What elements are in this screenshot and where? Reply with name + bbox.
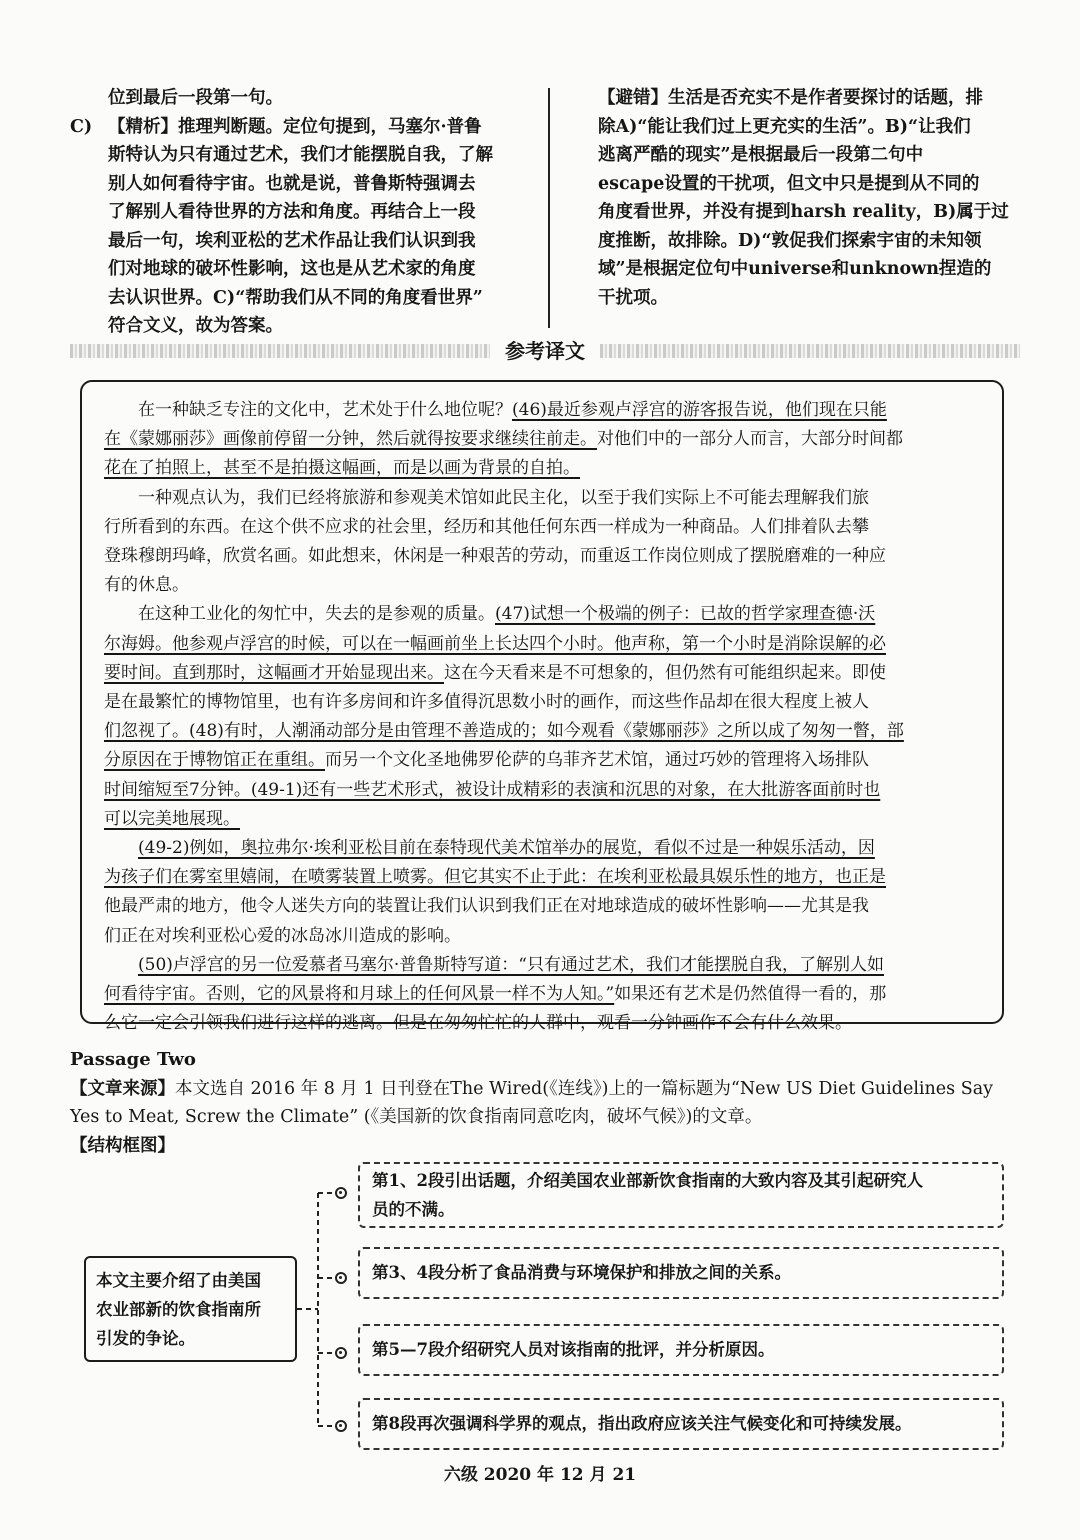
branch-bullet-icon	[335, 1272, 347, 1284]
text-line	[104, 892, 980, 921]
text-line	[104, 834, 980, 863]
passage-two-section	[70, 1046, 1030, 1160]
text-line	[104, 951, 980, 980]
section-header	[70, 336, 1020, 366]
text-line: 最后一句，埃利亚松的艺术作品让我们认识到我	[108, 230, 476, 251]
summary-box	[84, 1256, 297, 1362]
underlined-text: (50)卢浮宫的另一位爱慕者马塞尔·普鲁斯特写道：“只有通过艺术，我们才能摆脱自我，了解别人如	[138, 954, 884, 975]
source-label: 【文章来源】	[70, 1078, 175, 1099]
text-line: 度推断，故排除。D)“敦促我们探索宇宙的未知领	[598, 230, 982, 251]
passage-title: Passage Two	[70, 1049, 196, 1070]
text-line: 域”是根据定位句中universe和unknown捏造的	[598, 259, 992, 279]
text-line: 干扰项。	[598, 287, 668, 308]
column-divider	[548, 88, 550, 328]
text-line: 除A)“能让我们过上更充实的生活”。B)“让我们	[598, 116, 971, 137]
structure-label: 【结构框图】	[70, 1135, 175, 1156]
branch-line: 第1、2段引出话题，介绍美国农业部新饮食指南的大致内容及其引起研究人	[372, 1171, 923, 1190]
underlined-text: (47)试想一个极端的例子：已故的哲学家理查德·沃	[495, 604, 876, 625]
page-footer: 六级 2020 年 12 月 21	[443, 1465, 637, 1485]
text-span: 是在最繁忙的博物馆里，也有许多房间和许多值得沉思数小时的画作，而这些作品却在很大程度上被人	[104, 692, 869, 713]
underlined-text: 们忽视了。(48)有时，人潮涌动部分是由管理不善造成的；如今观看《蒙娜丽莎》之所以成了匆匆一瞥，部	[104, 721, 904, 742]
underlined-text: 要时间。直到那时，这幅画才开始显现出来。	[104, 662, 444, 683]
source-line	[70, 1075, 1030, 1104]
text-span: 这在今天看来是不可想象的，但仍然有可能组织起来。即使	[444, 662, 886, 683]
underlined-text: 为孩子们在雾室里嬉闹，在喷雾装置上喷雾。但它其实不止于此：在埃利亚松最具娱乐性的地方，也正是	[104, 867, 886, 888]
text-line: 一种观点认为，我们已经将旅游和参观美术馆如此民主化，以至于我们实际上不可能去理解我们旅	[138, 487, 869, 508]
text-line	[104, 425, 980, 454]
section-title-text: 参考译文	[495, 339, 595, 363]
branch-line: 第3、4段分析了食品消费与环境保护和排放之间的关系。	[372, 1263, 791, 1282]
explanation-left-column	[70, 84, 540, 341]
branch-line: 第8段再次强调科学界的观点，指出政府应该关注气候变化和可持续发展。	[372, 1414, 912, 1433]
text-line: 登珠穆朗玛峰，欣赏名画。如此想来，休闲是一种艰苦的劳动，而重返工作岗位则成了摆脱磨难的一种应	[104, 546, 886, 567]
text-span: 如果还有艺术是仍然值得一看的，那	[614, 984, 887, 1005]
summary-line: 农业部新的饮食指南所	[96, 1300, 261, 1319]
text-line: 行所看到的东西。在这个供不应求的社会里，经历和其他任何东西一样成为一种商品。人们排着队去攀	[104, 516, 869, 537]
text-line: 了解别人看待世界的方法和角度。再结合上一段	[108, 202, 476, 222]
text-line: 别人如何看待宇宙。也就是说，普鲁斯特强调去	[108, 173, 476, 194]
text-span: 他最严肃的地方，他令人迷失方向的装置让我们认识到我们正在对地球造成的破坏性影响——尤其是我	[104, 896, 869, 917]
text-line	[104, 717, 980, 746]
text-span: 而另一个文化圣地佛罗伦萨的乌菲齐艺术馆，通过巧妙的管理将入场排队	[325, 750, 869, 771]
text-line: 【避错】生活是否充实不是作者要探讨的话题，排	[598, 88, 983, 108]
text-line: escape设置的干扰项，但文中只是提到从不同的	[598, 173, 980, 194]
text-line	[104, 922, 980, 951]
branch-bullet-icon	[335, 1347, 347, 1359]
text-span: 对他们中的一部分人而言，大部分时间都	[597, 429, 903, 450]
summary-line: 本文主要介绍了由美国	[96, 1271, 261, 1290]
text-line	[104, 600, 980, 629]
text-line	[104, 630, 980, 659]
underlined-text: 可以完美地展现。	[104, 808, 240, 829]
branch-box-2	[358, 1247, 1004, 1299]
text-line	[104, 454, 980, 483]
underlined-text: 尔海姆。他参观卢浮宫的时候，可以在一幅画前坐上长达四个小时。他声称，第一个小时是消除误解的必	[104, 633, 886, 654]
underlined-text: 分原因在于博物馆正在重组。	[104, 750, 325, 771]
text-span: 在这种工业化的匆忙中，失去的是参观的质量。	[138, 604, 495, 625]
branch-line: 员的不满。	[372, 1200, 455, 1219]
text-line	[104, 396, 980, 425]
branch-box-1	[358, 1162, 1004, 1228]
underlined-text: 时间缩短至7分钟。(49-1)还有一些艺术形式，被设计成精彩的表演和沉思的对象，在大批游客面前时也	[104, 779, 881, 800]
text-line	[104, 688, 980, 717]
branch-box-4	[358, 1398, 1004, 1450]
underlined-text: (46)最近参观卢浮宫的游客报告说，他们现在只能	[512, 400, 887, 420]
explanation-right-column	[598, 84, 1026, 312]
branch-bullet-icon	[335, 1187, 347, 1199]
branch-line: 第5—7段介绍研究人员对该指南的批评，并分析原因。	[372, 1340, 775, 1359]
analysis-text: 【精析】推理判断题。定位句提到，马塞尔·普鲁	[108, 116, 482, 137]
text-line	[104, 1009, 980, 1038]
text-line: 符合文义，故为答案。	[108, 316, 283, 336]
text-span: 在一种缺乏专注的文化中，艺术处于什么地位呢？	[138, 400, 512, 420]
underlined-text: 花在了拍照上，甚至不是拍摄这幅画，而是以画为背景的自拍。	[104, 458, 580, 479]
section-title	[70, 336, 1020, 366]
text-line	[104, 746, 980, 775]
answer-letter: C)	[70, 116, 93, 137]
source-line: Yes to Meat, Screw the Climate” (《美国新的饮食指南同意吃肉，破坏气候》)的文章。	[70, 1107, 763, 1127]
source-text: 本文选自 2016 年 8 月 1 日刊登在The Wired(《连线》)上的一篇标题为“New US Diet Guidelines Say	[175, 1078, 994, 1099]
text-span: 们正在对埃利亚松心爱的冰岛冰川造成的影响。	[104, 925, 461, 946]
text-line	[104, 776, 980, 805]
text-span: 么它一定会引领我们进行这样的逃离。但是在匆匆忙忙的人群中，观看一分钟画作不会有什么效果。	[104, 1013, 852, 1034]
text-line: 们对地球的破坏性影响，这也是从艺术家的角度	[108, 259, 476, 279]
underlined-text: 何看待宇宙。否则，它的风景将和月球上的任何风景一样不为人知。”	[104, 984, 615, 1005]
text-line	[104, 805, 980, 834]
text-line: 斯特认为只有通过艺术，我们才能摆脱自我，了解	[108, 145, 493, 165]
translation-box	[80, 380, 1004, 1034]
branch-box-3	[358, 1324, 1004, 1376]
text-line	[104, 659, 980, 688]
text-line: 位到最后一段第一句。	[108, 88, 283, 108]
text-line: 角度看世界，并没有提到harsh reality，B)属于过	[598, 202, 1009, 222]
branch-bullet-icon	[335, 1420, 347, 1432]
underlined-text: (49-2)例如，奥拉弗尔·埃利亚松目前在泰特现代美术馆举办的展览，看似不过是一种娱乐活动，因	[138, 838, 875, 859]
text-line: 去认识世界。C)“帮助我们从不同的角度看世界”	[108, 287, 483, 308]
text-line: 有的休息。	[104, 575, 189, 596]
underlined-text: 在《蒙娜丽莎》画像前停留一分钟，然后就得按要求继续往前走。	[104, 429, 597, 450]
summary-line: 引发的争论。	[96, 1329, 195, 1348]
text-line	[104, 980, 980, 1009]
text-line	[104, 863, 980, 892]
text-line: 逃离严酷的现实”是根据最后一段第二句中	[598, 145, 924, 165]
text-line	[70, 113, 540, 142]
